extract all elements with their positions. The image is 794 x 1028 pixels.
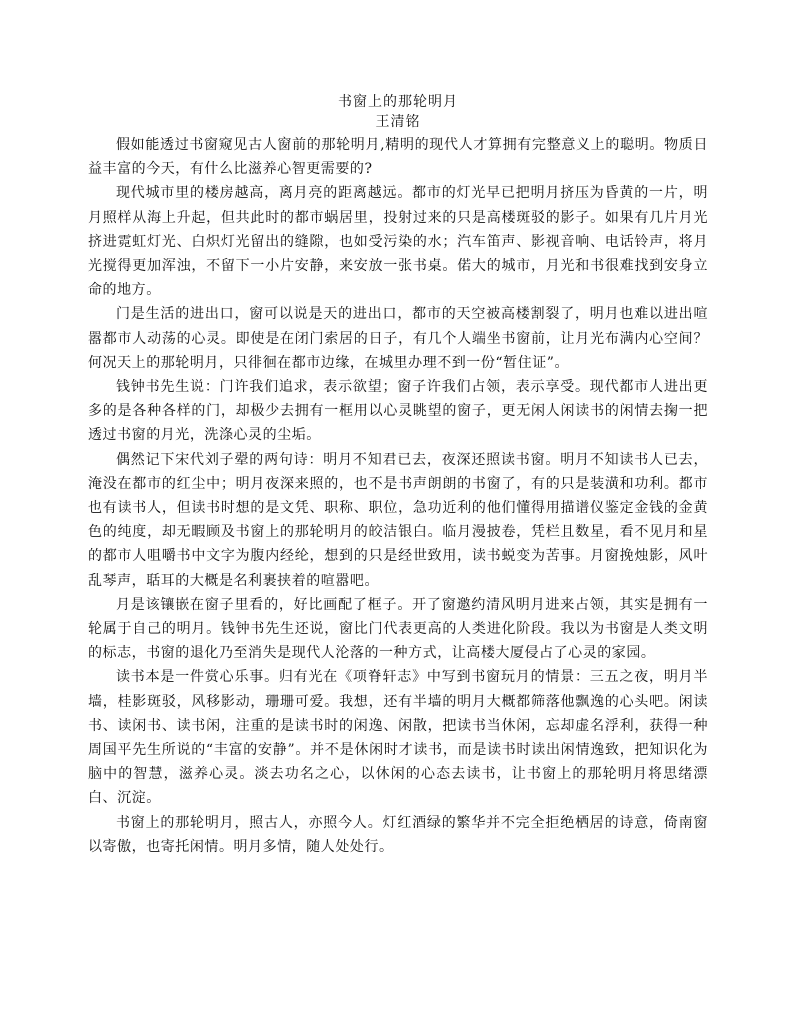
paragraph: 钱钟书先生说：门许我们追求，表示欲望；窗子许我们占领，表示享受。现代都市人进出更多的是各种各样的门，却极少去拥有一框用以心灵眺望的窗子，更无闲人闲读书的闲情去掬一把透过书窗的月光，洗涤心灵的尘垢。 [88, 379, 708, 444]
article [88, 92, 708, 859]
article-author: 王清铭 [375, 114, 421, 130]
paragraph: 月是该镶嵌在窗子里看的，好比画配了框子。开了窗邀约清风明月进来占领，其实是拥有一轮属于自己的明月。钱钟书先生还说，窗比门代表更高的人类进化阶段。我以为书窗是人类文明的标志，书窗的退化乃至消失是现代人沦落的一种方式，让高楼大厦侵占了心灵的家园。 [88, 596, 708, 662]
paragraph: 读书本是一件赏心乐事。归有光在《项脊轩志》中写到书窗玩月的情景：三五之夜，明月半墙，桂影斑驳，风移影动，珊珊可爱。我想，还有半墙的明月大概都筛落他飘逸的心头吧。闲读书、读闲书、读书闲，注重的是读书时的闲逸、闲散，把读书当休闲，忘却虚名浮利，获得一种周国平先生所说的“丰富的安静”。并不是休闲时才读书，而是读书时读出闲情逸致，把知识化为脑中的智慧，滋养心灵。淡去功名之心，以休闲的心态去读书，让书窗上的那轮明月将思绪漂白、沉淀。 [88, 669, 708, 807]
paragraph: 书窗上的那轮明月，照古人，亦照今人。灯红酒绿的繁华并不完全拒绝栖居的诗意，倚南窗以寄傲，也寄托闲情。明月多情，随人处处行。 [88, 814, 708, 855]
article-title: 书窗上的那轮明月 [338, 94, 458, 110]
paragraph: 偶然记下宋代刘子翚的两句诗：明月不知君已去，夜深还照读书窗。明月不知读书人已去，淹没在都市的红尘中；明月夜深来照的，也不是书声朗朗的书窗了，有的只是装潢和功利。都市也有读书人，但读书时想的是文凭、职称、职位，急功近利的他们懂得用描谱仪鉴定金钱的金黄色的纯度，却无暇顾及书窗上的那轮明月的皎洁银白。临月漫披卷，凭栏且数星，看不见月和星的都市人咀嚼书中文字为腹内经纶，想到的只是经世致用，读书蜕变为苦事。月窗挽烛影，风叶乱琴声，聒耳的大概是名利裹挟着的喧嚣吧。 [88, 451, 708, 589]
paragraph: 门是生活的进出口，窗可以说是天的进出口，都市的天空被高楼割裂了，明月也难以进出喧嚣都市人动荡的心灵。即使是在闭门索居的日子，有几个人端坐书窗前，让月光布满内心空间？何况天上的那轮明月，只徘徊在都市边缘，在城里办理不到一份“暂住证”。 [88, 306, 708, 371]
paragraph: 假如能透过书窗窥见古人窗前的那轮明月,精明的现代人才算拥有完整意义上的聪明。物质日益丰富的今天，有什么比滋养心智更需要的? [88, 137, 708, 178]
paragraph: 现代城市里的楼房越高，离月亮的距离越远。都市的灯光早已把明月挤压为昏黄的一片，明月照样从海上升起，但共此时的都市蜗居里，投射过来的只是高楼斑驳的影子。如果有几片月光挤进霓虹灯光、白炽灯光留出的缝隙，也如受污染的水；汽车笛声、影视音响、电话铃声，将月光搅得更加浑浊，不留下一小片安静，来安放一张书桌。偌大的城市，月光和书很难找到安身立命的地方。 [88, 185, 708, 299]
